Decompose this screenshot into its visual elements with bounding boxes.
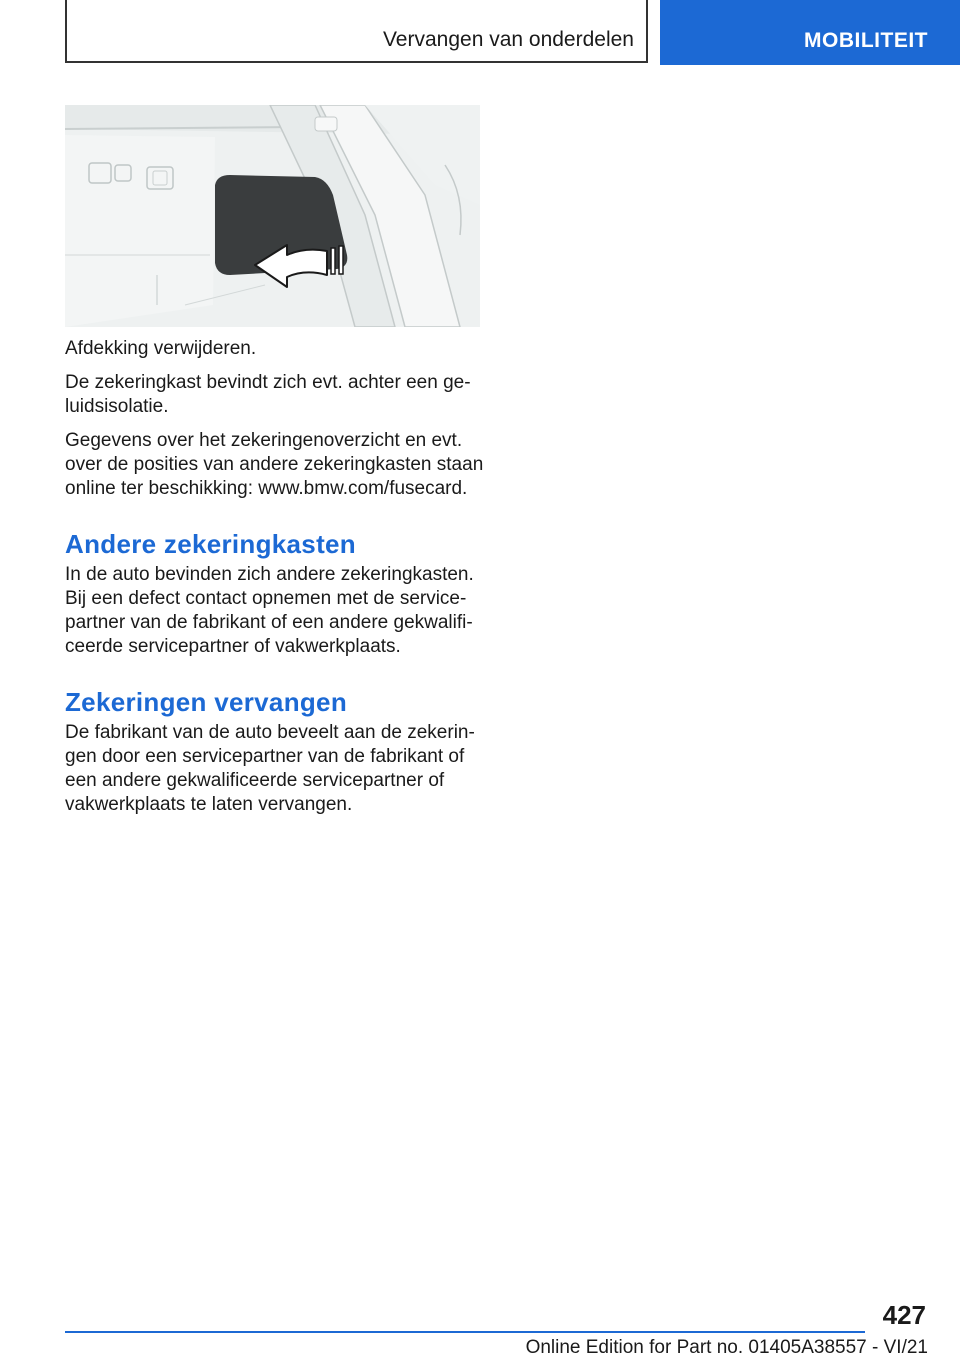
heading-other-fuse-boxes: Andere zekeringkasten [65,529,356,559]
chapter-tab-label: MOBILITEIT [804,29,928,52]
chapter-tab [660,0,960,65]
footer-edition-text: Online Edition for Part no. 01405A38557 - VI/21 [525,1337,928,1358]
header-section-title: Vervangen van onderdelen [382,28,634,51]
paragraph-remove-cover: Afdekking verwijderen. [65,338,257,359]
footer-divider [65,1331,865,1333]
paragraph-fuse-location: De zekeringkast bevindt zich evt. achter een ge‐ luidsisolatie. [65,372,471,417]
paragraph-other-fuse-boxes: In de auto bevinden zich andere zekeringkasten. Bij een defect contact opnemen met de service‐partner van de fabrikant of een andere gekwalifi‐ceerde servicepartner of vakwerkplaats. [65,564,474,657]
header-section-box [65,0,648,63]
fuse-cover-drawing [65,105,480,327]
heading-replace-fuses: Zekeringen vervangen [65,687,347,717]
paragraph-fusecard-info: Gegevens over het zekeringenoverzicht en evt. over de posities van andere zekeringkasten staan online ter beschikking: www.bmw.com/fusecard. [65,430,484,499]
fuse-cover-illustration [65,105,480,327]
main-content [65,337,485,827]
paragraph-replace-fuses: De fabrikant van de auto beveelt aan de zekerin‐gen door een servicepartner van de fabrikant of een andere gekwalificeerde servicepartner of vakwerkplaats te laten vervangen. [65,722,475,815]
page-number: 427 [882,1300,926,1330]
